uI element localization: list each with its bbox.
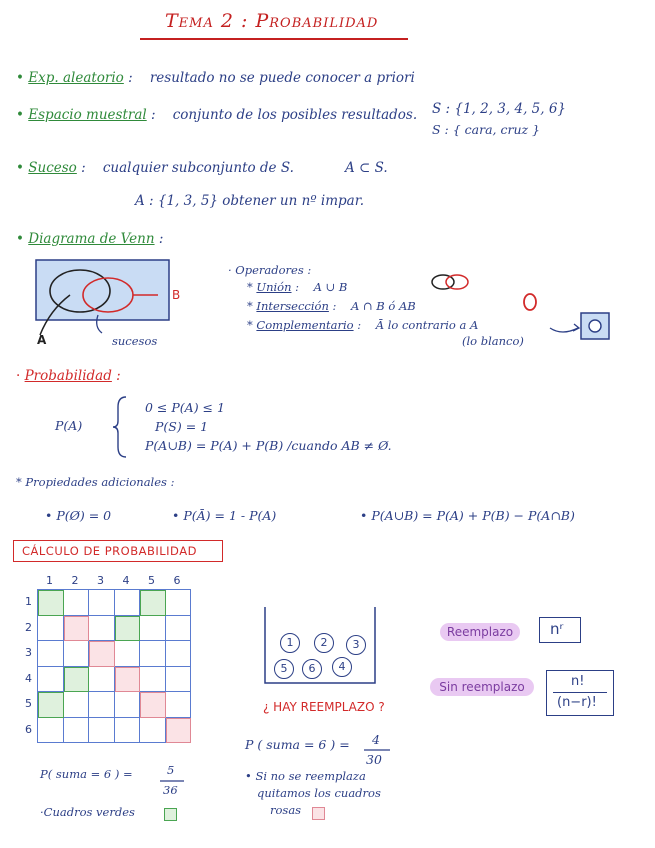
propiedades-heading: * Propiedades adicionales : bbox=[16, 475, 175, 489]
prob-line-2: P(S) = 1 bbox=[155, 419, 209, 434]
grid-cell bbox=[115, 692, 141, 718]
grid-cell bbox=[140, 641, 166, 667]
suceso-term: Suceso bbox=[28, 160, 77, 176]
op-comp-row: * Complementario : Ā lo contrario a A bbox=[247, 318, 479, 332]
grid-cell bbox=[115, 667, 141, 693]
venn-row: • Diagrama de Venn : bbox=[16, 231, 164, 247]
grid-cell bbox=[140, 692, 166, 718]
grid-cell bbox=[140, 590, 166, 616]
complement-icon bbox=[548, 310, 614, 344]
grid-col-label: 1 bbox=[46, 574, 53, 587]
prob-line-3: P(A∪B) = P(A) + P(B) /cuando AB ≠ Ø. bbox=[145, 438, 392, 453]
grid-cell bbox=[38, 616, 64, 642]
grid-cell bbox=[38, 641, 64, 667]
grid-cell bbox=[89, 590, 115, 616]
dice-grid bbox=[37, 589, 191, 743]
op-inter-label: Intersección bbox=[256, 299, 329, 313]
urn-ball: 3 bbox=[346, 635, 366, 655]
reemplazo-pill: Reemplazo bbox=[440, 623, 520, 641]
op-inter-expr: A ∩ B ó AB bbox=[351, 299, 416, 313]
grid-cell bbox=[89, 718, 115, 744]
grid-cell bbox=[166, 718, 192, 744]
grid-row-label: 4 bbox=[25, 671, 32, 685]
grid-cell bbox=[166, 616, 192, 642]
suceso-example: A : {1, 3, 5} obtener un nº impar. bbox=[135, 193, 364, 209]
green-square-icon bbox=[164, 808, 177, 821]
calculo-heading-box bbox=[13, 540, 223, 562]
page-title: Tema 2 : Probabilidad bbox=[165, 10, 379, 32]
sin-reemplazo-bar bbox=[553, 692, 607, 693]
suceso-row: • Suceso : cualquier subconjunto de S. bbox=[16, 160, 294, 176]
venn-term: Diagrama de Venn bbox=[28, 231, 155, 247]
operadores-title: · Operadores : bbox=[228, 263, 312, 277]
prob-line-1: 0 ≤ P(A) ≤ 1 bbox=[145, 400, 225, 415]
grid-cell bbox=[166, 667, 192, 693]
p-suma-left: P( suma = 6 ) = bbox=[40, 767, 133, 781]
grid-cell bbox=[89, 616, 115, 642]
espacio-muestral-row: • Espacio muestral : conjunto de los posibles resultados. bbox=[16, 107, 418, 123]
reemplazo-formula: nʳ bbox=[550, 620, 564, 638]
grid-col-label: 3 bbox=[97, 574, 104, 587]
grid-cell bbox=[64, 667, 90, 693]
op-union-label: Unión bbox=[256, 280, 292, 294]
sin-reemplazo-box bbox=[546, 670, 614, 716]
hay-reemplazo: ¿ HAY REEMPLAZO ? bbox=[263, 700, 385, 714]
grid-cell bbox=[64, 692, 90, 718]
espacio-muestral-term: Espacio muestral bbox=[28, 107, 147, 123]
grid-cell bbox=[140, 718, 166, 744]
espacio-muestral-text: conjunto de los posibles resultados. bbox=[172, 107, 418, 123]
p-suma-right: P ( suma = 6 ) = bbox=[245, 737, 350, 752]
pa-label: P(A) bbox=[55, 418, 83, 433]
grid-cell bbox=[64, 616, 90, 642]
grid-col-label: 6 bbox=[173, 574, 181, 587]
grid-cell bbox=[115, 718, 141, 744]
grid-row-label: 1 bbox=[25, 595, 32, 608]
grid-cell bbox=[64, 641, 90, 667]
grid-row-label: 2 bbox=[25, 620, 32, 634]
urn-ball: 6 bbox=[302, 659, 322, 679]
exp-aleatorio-text: resultado no se puede conocer a priori bbox=[149, 70, 415, 86]
espacio-s1: S : {1, 2, 3, 4, 5, 6} bbox=[432, 101, 567, 117]
note-line-1: • Si no se reemplaza bbox=[245, 769, 366, 783]
pink-square-icon bbox=[312, 807, 325, 820]
grid-cell bbox=[64, 590, 90, 616]
grid-cell bbox=[166, 692, 192, 718]
grid-cell bbox=[115, 641, 141, 667]
prop-3: • P(A∪B) = P(A) + P(B) − P(A∩B) bbox=[360, 508, 575, 523]
espacio-s2: S : { cara, cruz } bbox=[432, 122, 541, 137]
urn-ball: 1 bbox=[280, 633, 300, 653]
frac-right-den: 30 bbox=[366, 752, 382, 767]
prop-2: • P(Ā) = 1 - P(A) bbox=[172, 508, 277, 523]
grid-cell bbox=[140, 616, 166, 642]
note-line-2: quitamos los cuadros bbox=[257, 786, 381, 800]
frac-right-num: 4 bbox=[372, 732, 380, 747]
grid-cell bbox=[38, 667, 64, 693]
grid-row-label: 5 bbox=[25, 697, 32, 710]
probabilidad-heading: Probabilidad bbox=[24, 368, 112, 384]
venn-label-a: A bbox=[37, 333, 47, 347]
sin-reemplazo-pill: Sin reemplazo bbox=[430, 678, 534, 696]
note-line-3: rosas bbox=[270, 803, 302, 817]
frac-left-num: 5 bbox=[167, 763, 175, 777]
prop-1: • P(Ø) = 0 bbox=[45, 508, 112, 523]
op-comp-note: (lo blanco) bbox=[462, 334, 524, 348]
frac-left-den: 36 bbox=[163, 783, 178, 797]
op-union-row: * Unión : A ∪ B bbox=[247, 280, 348, 294]
grid-col-label: 2 bbox=[71, 574, 79, 587]
intersection-icon bbox=[518, 291, 542, 313]
grid-col-label: 5 bbox=[148, 574, 155, 587]
grid-cell bbox=[89, 667, 115, 693]
union-icon bbox=[428, 272, 474, 292]
venn-label-b: B bbox=[172, 288, 181, 302]
op-union-expr: A ∪ B bbox=[313, 280, 348, 294]
title-underline bbox=[140, 36, 410, 42]
grid-cell bbox=[38, 692, 64, 718]
reemplazo-formula-box bbox=[539, 617, 581, 643]
grid-row-label: 6 bbox=[25, 722, 32, 736]
grid-cell bbox=[64, 718, 90, 744]
calculo-heading: CÁLCULO DE PROBABILIDAD bbox=[22, 544, 197, 558]
brace bbox=[112, 395, 130, 459]
grid-cell bbox=[166, 641, 192, 667]
op-inter-row: * Intersección : A ∩ B ó AB bbox=[247, 299, 416, 313]
urn-ball: 4 bbox=[332, 657, 352, 677]
grid-cell bbox=[89, 692, 115, 718]
grid-cell bbox=[38, 718, 64, 744]
grid-cell bbox=[115, 590, 141, 616]
grid-cell bbox=[115, 616, 141, 642]
grid-cell bbox=[89, 641, 115, 667]
grid-cell bbox=[140, 667, 166, 693]
exp-aleatorio-row: • Exp. aleatorio : resultado no se puede conocer a priori bbox=[16, 70, 415, 86]
sin-reemplazo-den: (n−r)! bbox=[557, 695, 597, 710]
urn-ball: 5 bbox=[274, 659, 294, 679]
grid-row-label: 3 bbox=[25, 646, 32, 659]
cuadros-verdes: ·Cuadros verdes bbox=[40, 805, 135, 819]
grid-col-label: 4 bbox=[122, 574, 130, 587]
op-comp-expr: Ā lo contrario a A bbox=[375, 318, 479, 332]
exp-aleatorio-term: Exp. aleatorio bbox=[28, 70, 124, 86]
grid-cell bbox=[38, 590, 64, 616]
sin-reemplazo-num: n! bbox=[571, 674, 585, 689]
grid-cell bbox=[166, 590, 192, 616]
suceso-relation: A ⊂ S. bbox=[345, 160, 388, 176]
probabilidad-row: · Probabilidad : bbox=[16, 368, 121, 384]
suceso-text: cualquier subconjunto de S. bbox=[102, 160, 294, 176]
bullet: • bbox=[16, 70, 29, 86]
op-comp-label: Complementario bbox=[256, 318, 354, 332]
venn-label-sucesos: sucesos bbox=[112, 334, 158, 348]
urn-ball: 2 bbox=[314, 633, 334, 653]
